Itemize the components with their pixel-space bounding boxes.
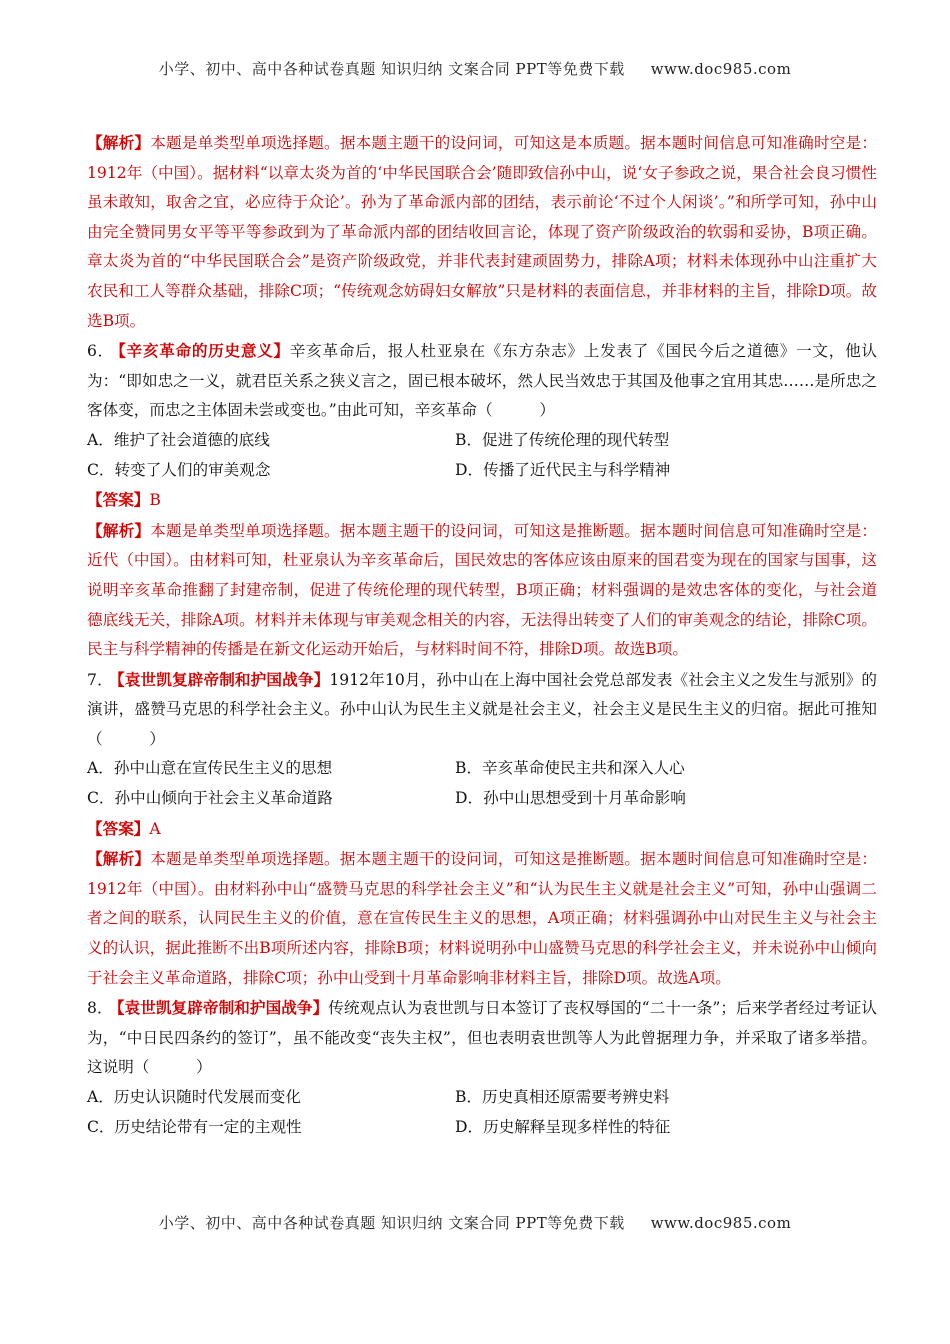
- question-number: 6．: [87, 342, 114, 361]
- analysis-block: [87, 844, 877, 993]
- question-stem: [87, 336, 877, 426]
- option-c: C．历史结论带有一定的主观性: [87, 1117, 302, 1136]
- question-6: [87, 336, 877, 665]
- option-a: A．维护了社会道德的底线: [87, 430, 270, 449]
- page-header: [0, 58, 950, 79]
- option-c: C．孙中山倾向于社会主义革命道路: [87, 789, 333, 808]
- analysis-label: 【解析】: [87, 133, 151, 152]
- question-topic: 【辛亥革命的历史意义】: [118, 341, 290, 361]
- options-grid: [87, 754, 877, 813]
- option-c: C．转变了人们的审美观念: [87, 460, 271, 479]
- analysis-label: 【解析】: [87, 520, 151, 540]
- option-a: A．历史认识随时代发展而变化: [87, 1088, 301, 1106]
- options-grid: [87, 426, 877, 485]
- question-stem: [87, 665, 877, 755]
- answer-label: 【答案】: [87, 818, 150, 838]
- header-url[interactable]: www.doc985.com: [650, 60, 792, 78]
- document-body: [87, 128, 877, 1142]
- question-text: 辛亥革命后，报人杜亚泉在《东方杂志》上发表了《国民今后之道德》一文，他认为：“即如忠之一义，就君臣关系之狭义言之，固已根本破坏，然人民当效忠于其国及他事之宜用其忠……是所忠之客体变，而忠之主体固未尝或变也。”由此可知，辛亥革命（ ）: [87, 342, 878, 420]
- question-number: 7．: [87, 670, 113, 689]
- answer-label: 【答案】: [87, 490, 150, 510]
- analysis-label: 【解析】: [87, 849, 151, 869]
- option-d: D．传播了近代民主与科学精神: [455, 460, 671, 479]
- footer-url[interactable]: www.doc985.com: [650, 1214, 792, 1232]
- intro-analysis: [87, 128, 877, 336]
- option-b: B．历史真相还原需要考辨史料: [455, 1088, 670, 1106]
- options-grid: [87, 1083, 877, 1142]
- header-text: 小学、初中、高中各种试卷真题 知识归纳 文案合同 PPT等免费下载: [158, 60, 625, 78]
- answer-value: B: [149, 491, 161, 510]
- option-d: D．孙中山思想受到十月革命影响: [455, 789, 686, 808]
- option-b: B．促进了传统伦理的现代转型: [455, 430, 670, 449]
- analysis-text: 本题是单类型单项选择题。据本题主题干的设问词，可知这是推断题。据本题时间信息可知准确时空是：1912年（中国）。由材料孙中山“盛赞马克思的科学社会主义”和“认为民生主义就是社会主义”可知，孙中山强调二者之间的联系，认同民生主义的价值，意在宣传民生主义的思想，A项正确；材料强调孙中山对民生主义与社会主义的认识，据此推断不出B项所述内容，排除B项；材料说明孙中山盛赞马克思的科学社会主义，并未说孙中山倾向于社会主义革命道路，排除C项；孙中山受到十月革命影响非材料主旨，排除D项。故选A项。: [87, 850, 877, 987]
- option-a: A．孙中山意在宣传民生主义的思想: [87, 759, 333, 778]
- question-topic: 【袁世凯复辟帝制和护国战争】: [116, 669, 330, 689]
- answer-value: A: [149, 819, 161, 838]
- analysis-text: 本题是单类型单项选择题。据本题主题干的设问词，可知这是推断题。据本题时间信息可知准确时空是：近代（中国）。由材料可知，杜亚泉认为辛亥革命后，国民效忠的客体应该由原来的国君变为现在的国家与国事，这说明辛亥革命推翻了封建帝制，促进了传统伦理的现代转型，B项正确；材料强调的是效忠客体的变化，与社会道德底线无关，排除A项。材料并未体现与审美观念相关的内容，无法得出转变了人们的审美观念的结论，排除C项。民主与科学精神的传播是在新文化运动开始后，与材料时间不符，排除D项。故选B项。: [87, 521, 877, 659]
- question-number: 8．: [87, 999, 113, 1018]
- question-stem: [87, 993, 877, 1083]
- option-d: D．历史解释呈现多样性的特征: [455, 1117, 671, 1136]
- question-topic: 【袁世凯复辟帝制和护国战争】: [116, 998, 329, 1018]
- page-footer: [0, 1212, 950, 1233]
- footer-text: 小学、初中、高中各种试卷真题 知识归纳 文案合同 PPT等免费下载: [158, 1214, 625, 1232]
- analysis-block: [87, 516, 877, 665]
- question-7: [87, 665, 877, 994]
- question-8: [87, 993, 877, 1142]
- analysis-text: 本题是单类型单项选择题。据本题主题干的设问词，可知这是本质题。据本题时间信息可知准确时空是：1912年（中国）。据材料“以章太炎为首的‘中华民国联合会’随即致信孙中山，说‘女子参政之说，果合社会良习惯性虽未敢知，取舍之宜，必应待于众论’。孙为了革命派内部的团结，表示前论‘不过个人闲谈’。”和所学可知，孙中山由完全赞同男女平等平等参政到为了革命派内部的团结收回言论，体现了资产阶级政治的软弱和妥协，B项正确。章太炎为首的“中华民国联合会”是资产阶级政党，并非代表封建顽固势力，排除A项；材料未体现孙中山注重扩大农民和工人等群众基础，排除C项；“传统观念妨碍妇女解放”只是材料的表面信息，并非材料的主旨，排除D项。故选B项。: [87, 134, 877, 330]
- option-b: B．辛亥革命使民主共和深入人心: [455, 759, 685, 778]
- answer-line: [87, 814, 877, 845]
- question-text: 传统观点认为袁世凯与日本签订了丧权辱国的“二十一条”；后来学者经过考证认为，“中日民四条约的签订”，虽不能改变“丧失主权”，但也表明袁世凯等人为此曾据理力争，并采取了诸多举措。这说明（ ）: [87, 999, 878, 1077]
- question-text: 1912年10月，孙中山在上海中国社会党总部发表《社会主义之发生与派别》的演讲，盛赞马克思的科学社会主义。孙中山认为民生主义就是社会主义，社会主义是民生主义的归宿。据此可推知（ ）: [87, 670, 878, 748]
- answer-line: [87, 485, 877, 516]
